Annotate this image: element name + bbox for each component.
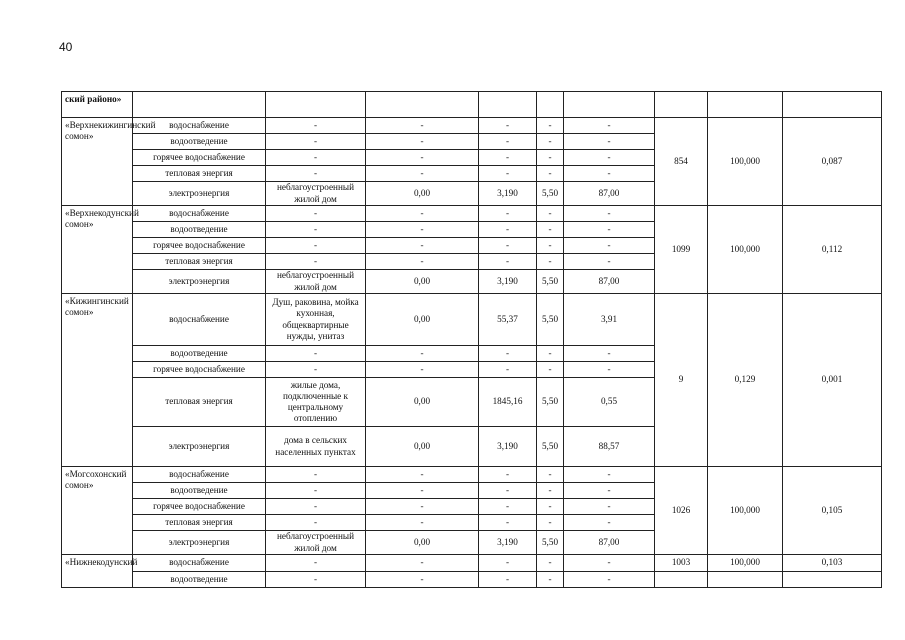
value-cell: 0,00 — [366, 378, 479, 427]
service-cell: водоотведение — [133, 483, 266, 499]
header-locality-cell: ский районо» — [62, 92, 133, 118]
empty-cell — [708, 572, 783, 588]
service-cell: электроэнергия — [133, 427, 266, 467]
value-cell: - — [564, 515, 655, 531]
value-cell: - — [366, 483, 479, 499]
value-cell: 3,190 — [479, 182, 537, 206]
service-cell: горячее водоснабжение — [133, 499, 266, 515]
value-cell: - — [564, 467, 655, 483]
value-cell: - — [479, 555, 537, 572]
value-cell: - — [479, 238, 537, 254]
percent-cell: 100,000 — [708, 467, 783, 555]
share-cell: 0,103 — [783, 555, 882, 572]
value-cell: - — [564, 222, 655, 238]
population-cell: 9 — [655, 294, 708, 467]
table-row — [62, 294, 882, 346]
value-cell: - — [366, 346, 479, 362]
value-cell: - — [564, 362, 655, 378]
value-cell: - — [479, 483, 537, 499]
value-cell: - — [564, 346, 655, 362]
value-cell: - — [366, 572, 479, 588]
service-cell: водоотведение — [133, 222, 266, 238]
page-number: 40 — [59, 40, 73, 54]
percent-cell: 0,129 — [708, 294, 783, 467]
service-cell: водоотведение — [133, 572, 266, 588]
value-cell: 0,00 — [366, 531, 479, 555]
value-cell: - — [564, 238, 655, 254]
value-cell: - — [366, 467, 479, 483]
value-cell: 3,91 — [564, 294, 655, 346]
value-cell: - — [537, 254, 564, 270]
description-cell: - — [266, 467, 366, 483]
value-cell: - — [366, 499, 479, 515]
value-cell: - — [366, 362, 479, 378]
description-cell: - — [266, 254, 366, 270]
value-cell: - — [537, 483, 564, 499]
value-cell: 0,00 — [366, 427, 479, 467]
service-cell: водоснабжение — [133, 206, 266, 222]
empty-cell — [655, 572, 708, 588]
value-cell: - — [564, 206, 655, 222]
value-cell: 87,00 — [564, 182, 655, 206]
share-cell: 0,112 — [783, 206, 882, 294]
value-cell: - — [564, 134, 655, 150]
description-cell: - — [266, 118, 366, 134]
service-cell: водоснабжение — [133, 294, 266, 346]
service-cell: тепловая энергия — [133, 254, 266, 270]
value-cell: - — [366, 134, 479, 150]
value-cell: - — [479, 499, 537, 515]
value-cell: - — [537, 499, 564, 515]
value-cell: - — [366, 515, 479, 531]
value-cell: - — [537, 206, 564, 222]
service-cell: горячее водоснабжение — [133, 150, 266, 166]
value-cell: - — [537, 346, 564, 362]
value-cell: - — [537, 150, 564, 166]
table-row — [62, 572, 882, 588]
value-cell: 5,50 — [537, 270, 564, 294]
value-cell: - — [537, 222, 564, 238]
table-row — [62, 555, 882, 572]
value-cell: - — [537, 118, 564, 134]
value-cell: - — [366, 206, 479, 222]
service-cell: тепловая энергия — [133, 166, 266, 182]
percent-cell: 100,000 — [708, 555, 783, 572]
locality-cell: «Кижингинский сомон» — [62, 294, 133, 467]
service-cell: водоотведение — [133, 134, 266, 150]
locality-cell: «Верхнекодунский сомон» — [62, 206, 133, 294]
table-row — [62, 118, 882, 134]
value-cell: - — [564, 166, 655, 182]
description-cell: - — [266, 166, 366, 182]
description-cell: - — [266, 555, 366, 572]
service-cell: электроэнергия — [133, 270, 266, 294]
value-cell: 5,50 — [537, 294, 564, 346]
description-cell: неблагоустроенный жилой дом — [266, 182, 366, 206]
description-cell: - — [266, 134, 366, 150]
locality-cell: «Нижнекодунский — [62, 555, 133, 588]
value-cell: - — [366, 166, 479, 182]
value-cell: 5,50 — [537, 427, 564, 467]
value-cell: - — [479, 222, 537, 238]
value-cell: - — [537, 572, 564, 588]
description-cell: Душ, раковина, мойка кухонная, общеквартирные нужды, унитаз — [266, 294, 366, 346]
service-cell: водоснабжение — [133, 118, 266, 134]
service-cell: электроэнергия — [133, 182, 266, 206]
service-cell: горячее водоснабжение — [133, 238, 266, 254]
value-cell: - — [479, 254, 537, 270]
value-cell: 87,00 — [564, 270, 655, 294]
service-cell: горячее водоснабжение — [133, 362, 266, 378]
value-cell: - — [564, 254, 655, 270]
description-cell: - — [266, 150, 366, 166]
service-cell: тепловая энергия — [133, 378, 266, 427]
value-cell: - — [479, 346, 537, 362]
share-cell: 0,105 — [783, 467, 882, 555]
population-cell: 1026 — [655, 467, 708, 555]
population-cell: 1099 — [655, 206, 708, 294]
value-cell: 1845,16 — [479, 378, 537, 427]
value-cell: 5,50 — [537, 182, 564, 206]
value-cell: 3,190 — [479, 427, 537, 467]
share-cell: 0,001 — [783, 294, 882, 467]
value-cell: 0,00 — [366, 270, 479, 294]
locality-cell: «Верхнекижингинский сомон» — [62, 118, 133, 206]
value-cell: - — [537, 238, 564, 254]
service-cell: водоотведение — [133, 346, 266, 362]
value-cell: - — [537, 467, 564, 483]
service-cell: электроэнергия — [133, 531, 266, 555]
value-cell: - — [479, 150, 537, 166]
value-cell: - — [366, 238, 479, 254]
empty-cell — [783, 572, 882, 588]
tariff-table — [61, 91, 882, 588]
value-cell: - — [366, 118, 479, 134]
value-cell: 0,55 — [564, 378, 655, 427]
value-cell: - — [479, 515, 537, 531]
description-cell: дома в сельских населенных пунктах — [266, 427, 366, 467]
description-cell: - — [266, 206, 366, 222]
header-continuation-row — [62, 92, 882, 118]
value-cell: - — [479, 206, 537, 222]
description-cell: - — [266, 483, 366, 499]
value-cell: - — [564, 499, 655, 515]
value-cell: - — [564, 555, 655, 572]
value-cell: - — [479, 467, 537, 483]
value-cell: - — [479, 362, 537, 378]
value-cell: - — [479, 572, 537, 588]
value-cell: 5,50 — [537, 378, 564, 427]
value-cell: - — [366, 222, 479, 238]
share-cell: 0,087 — [783, 118, 882, 206]
description-cell: - — [266, 362, 366, 378]
locality-cell: «Могсохонский сомон» — [62, 467, 133, 555]
description-cell: неблагоустроенный жилой дом — [266, 270, 366, 294]
description-cell: - — [266, 499, 366, 515]
description-cell: - — [266, 222, 366, 238]
population-cell: 854 — [655, 118, 708, 206]
value-cell: - — [366, 150, 479, 166]
service-cell: водоснабжение — [133, 467, 266, 483]
value-cell: 88,57 — [564, 427, 655, 467]
value-cell: - — [537, 362, 564, 378]
value-cell: 0,00 — [366, 294, 479, 346]
value-cell: 55,37 — [479, 294, 537, 346]
description-cell: неблагоустроенный жилой дом — [266, 531, 366, 555]
value-cell: - — [537, 515, 564, 531]
service-cell: тепловая энергия — [133, 515, 266, 531]
value-cell: 3,190 — [479, 270, 537, 294]
value-cell: 0,00 — [366, 182, 479, 206]
value-cell: - — [537, 166, 564, 182]
service-cell: водоснабжение — [133, 555, 266, 572]
value-cell: - — [366, 555, 479, 572]
description-cell: жилые дома, подключенные к центральному отоплению — [266, 378, 366, 427]
table-row — [62, 467, 882, 483]
value-cell: - — [479, 166, 537, 182]
value-cell: - — [564, 150, 655, 166]
value-cell: - — [564, 572, 655, 588]
percent-cell: 100,000 — [708, 118, 783, 206]
description-cell: - — [266, 515, 366, 531]
description-cell: - — [266, 238, 366, 254]
population-cell: 1003 — [655, 555, 708, 572]
percent-cell: 100,000 — [708, 206, 783, 294]
value-cell: - — [479, 118, 537, 134]
value-cell: - — [564, 483, 655, 499]
value-cell: 5,50 — [537, 531, 564, 555]
value-cell: - — [366, 254, 479, 270]
value-cell: - — [537, 555, 564, 572]
description-cell: - — [266, 346, 366, 362]
table-row — [62, 206, 882, 222]
value-cell: - — [479, 134, 537, 150]
value-cell: - — [564, 118, 655, 134]
value-cell: - — [537, 134, 564, 150]
description-cell: - — [266, 572, 366, 588]
value-cell: 87,00 — [564, 531, 655, 555]
value-cell: 3,190 — [479, 531, 537, 555]
